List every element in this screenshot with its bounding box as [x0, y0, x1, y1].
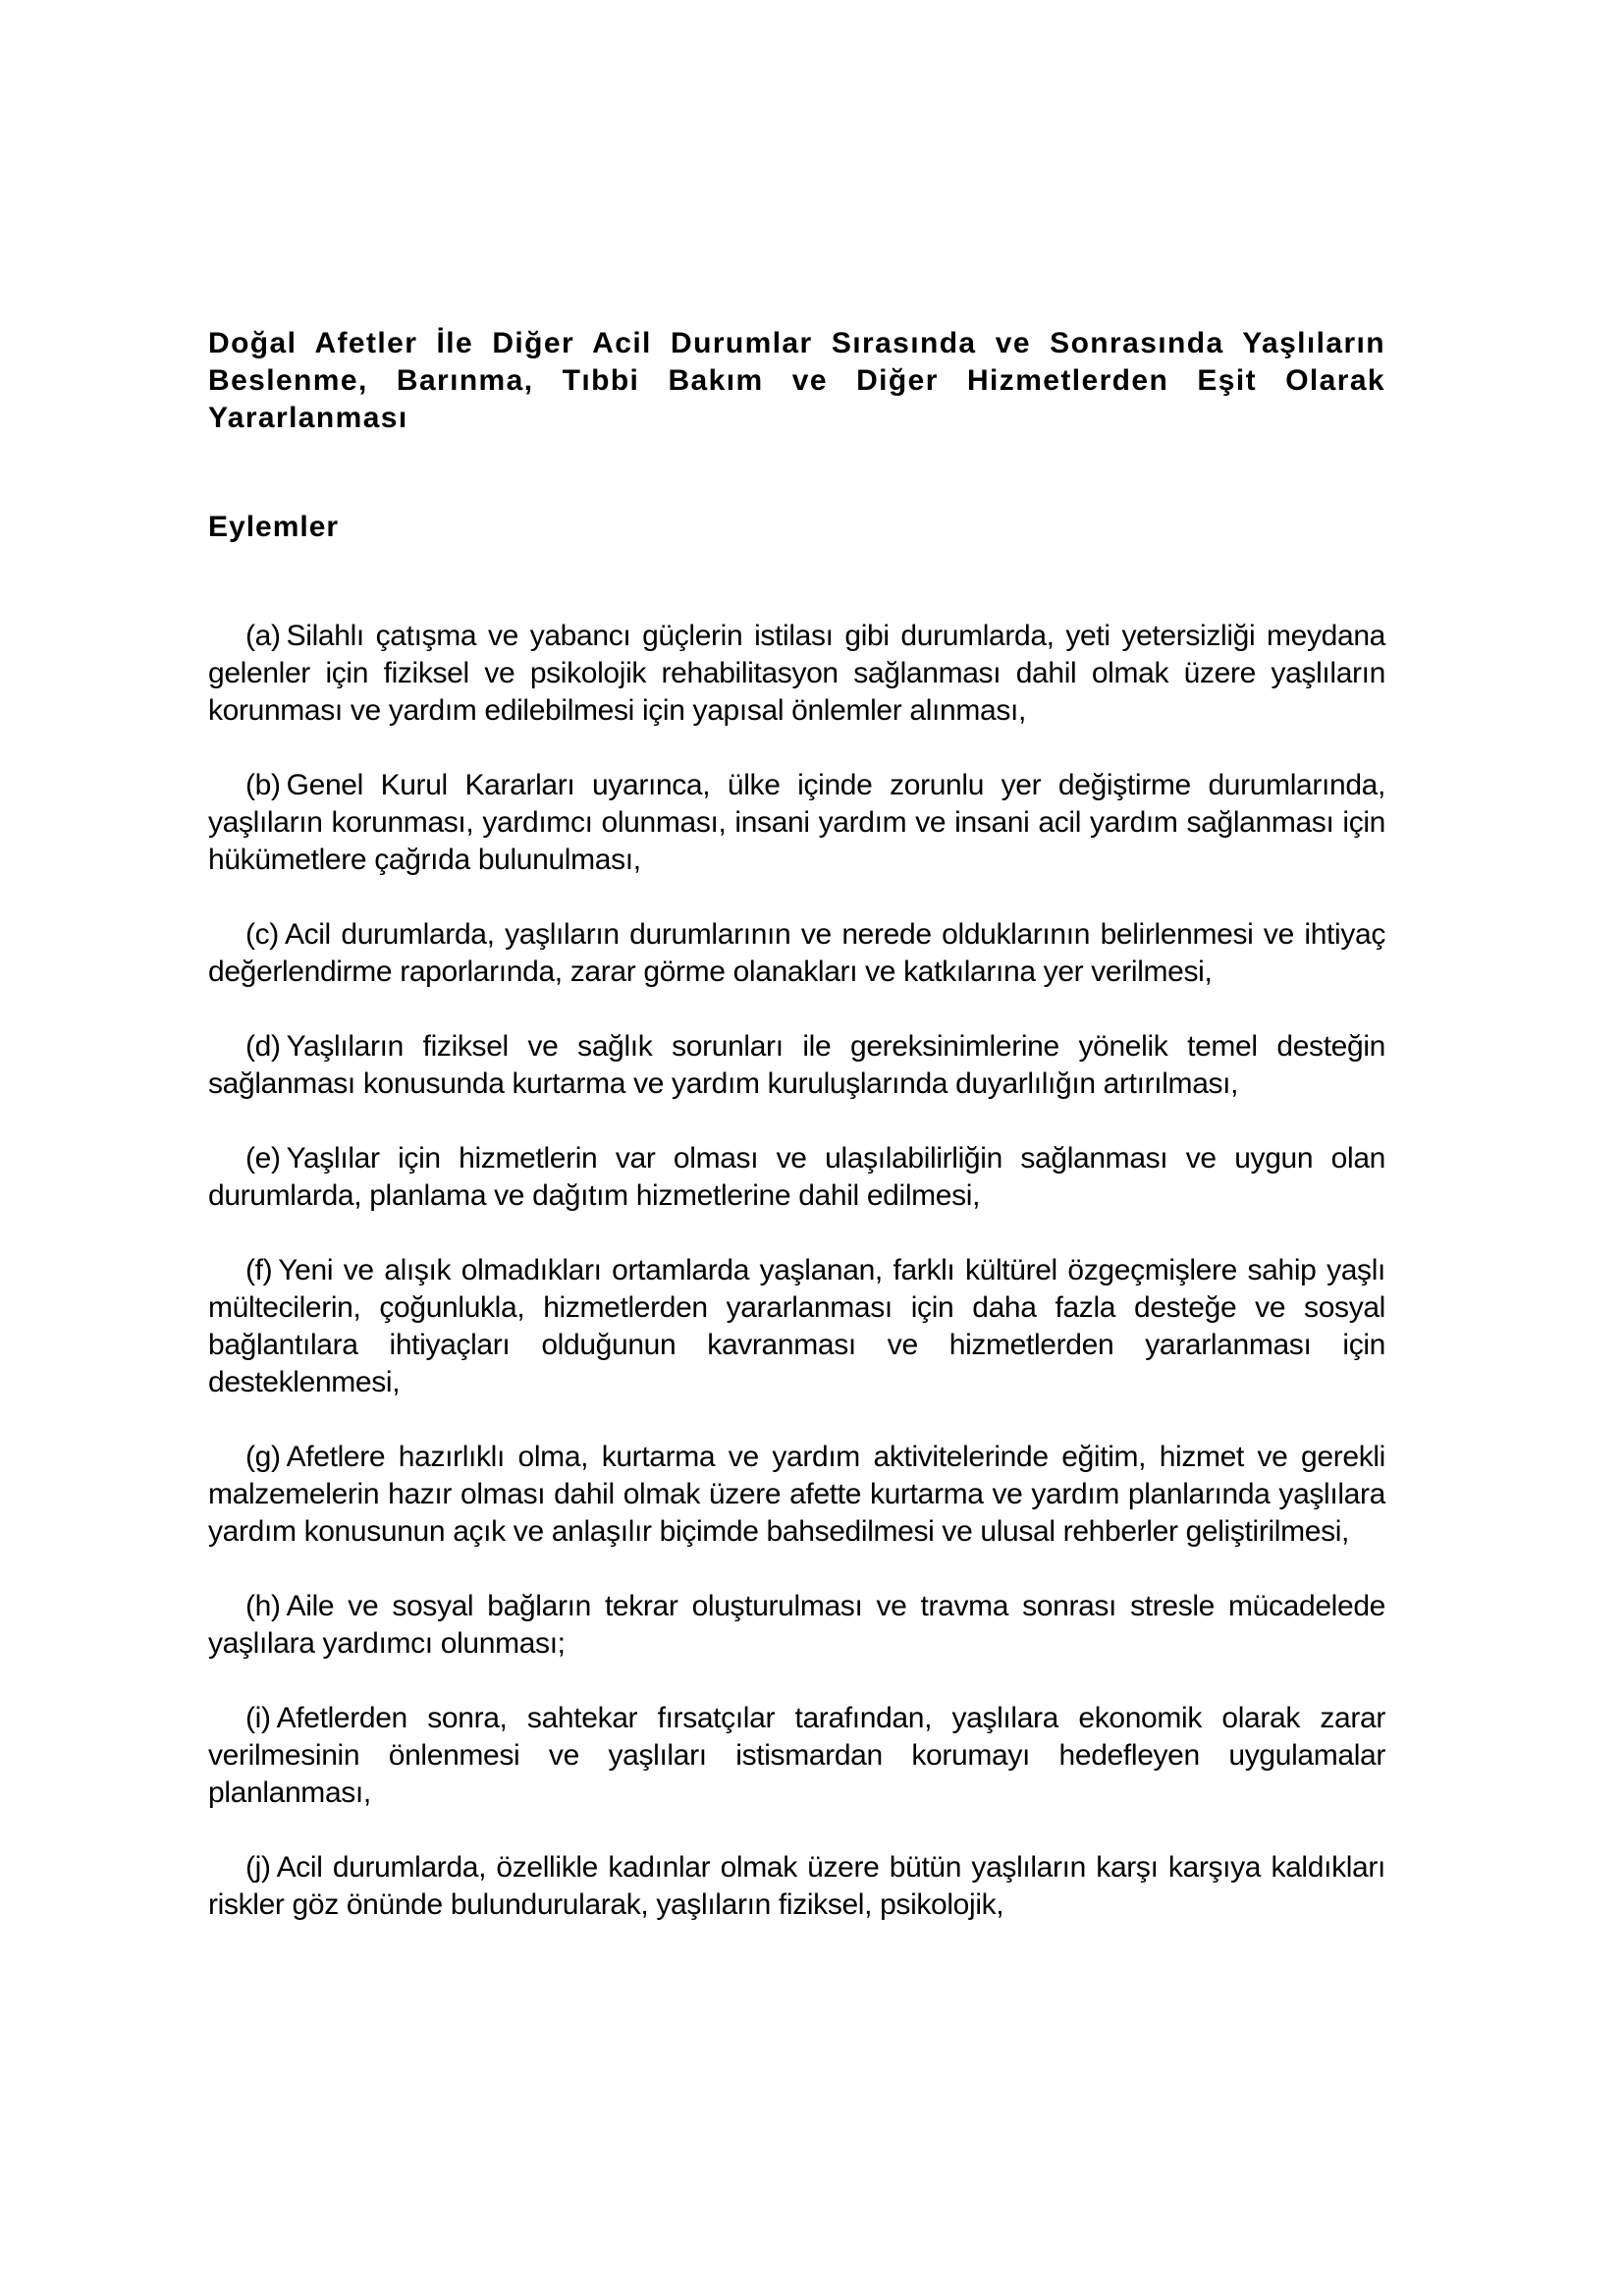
- action-label: (d): [245, 1030, 281, 1063]
- action-item-a: [208, 618, 1385, 730]
- action-label: (h): [245, 1590, 281, 1622]
- action-text: Silahlı çatışma ve yabancı güçlerin istilası gibi durumlarda, yeti yetersizliği meydana gelenler için fiziksel ve psikolojik rehabilitasyon sağlanması dahil olmak üzere yaşlıların korunması ve yardım edilebilmesi için yapısal önlemler alınması,: [208, 620, 1385, 727]
- document-title: Doğal Afetler İle Diğer Acil Durumlar Sırasında ve Sonrasında Yaşlıların Beslenme, Barınma, Tıbbi Bakım ve Diğer Hizmetlerden Eşit Olarak Yararlanması: [208, 327, 1385, 434]
- action-item-f: [208, 1252, 1385, 1401]
- action-text: Yaşlıların fiziksel ve sağlık sorunları ile gereksinimlerine yönelik temel desteğin sağlanması konusunda kurtarma ve yardım kuruluşlarında duyarlılığın artırılması,: [208, 1030, 1385, 1100]
- action-text: Afetlerden sonra, sahtekar fırsatçılar tarafından, yaşlılara ekonomik olarak zarar verilmesinin önlenmesi ve yaşlıları istismardan korumayı hedefleyen uygulamalar planlanması,: [208, 1702, 1385, 1809]
- action-item-j: [208, 1849, 1385, 1924]
- action-text: Acil durumlarda, özellikle kadınlar olmak üzere bütün yaşlıların karşı karşıya kaldıkları riskler göz önünde bulundurularak, yaşlıların fiziksel, psikolojik,: [208, 1851, 1385, 1921]
- actions-list: [208, 618, 1385, 1924]
- action-label: (c): [245, 918, 279, 951]
- action-text: Yaşlılar için hizmetlerin var olması ve ulaşılabilirliğin sağlanması ve uygun olan durumlarda, planlama ve dağıtım hizmetlerine dahil edilmesi,: [208, 1142, 1385, 1212]
- action-item-c: [208, 916, 1385, 991]
- action-label: (j): [245, 1851, 271, 1884]
- action-text: Afetlere hazırlıklı olma, kurtarma ve yardım aktivitelerinde eğitim, hizmet ve gerekli malzemelerin hazır olması dahil olmak üzere afette kurtarma ve yardım planlarında yaşlılara yardım konusunun açık ve anlaşılır biçimde bahsedilmesi ve ulusal rehberler geliştirilmesi,: [208, 1441, 1385, 1548]
- action-item-g: [208, 1439, 1385, 1551]
- action-item-d: [208, 1028, 1385, 1103]
- action-label: (e): [245, 1142, 281, 1175]
- action-text: Acil durumlarda, yaşlıların durumlarının ve nerede olduklarının belirlenmesi ve ihtiyaç değerlendirme raporlarında, zarar görme olanakları ve katkılarına yer verilmesi,: [208, 918, 1385, 988]
- action-text: Yeni ve alışık olmadıkları ortamlarda yaşlanan, farklı kültürel özgeçmişlere sahip yaşlı mültecilerin, çoğunlukla, hizmetlerden yararlanması için daha fazla desteğe ve sosyal bağlantılara ihtiyaçları olduğunun kavranması ve hizmetlerden yararlanması için desteklenmesi,: [208, 1254, 1385, 1398]
- action-item-e: [208, 1140, 1385, 1215]
- action-text: Genel Kurul Kararları uyarınca, ülke içinde zorunlu yer değiştirme durumlarında, yaşlıların korunması, yardımcı olunması, insani yardım ve insani acil yardım sağlanması için hükümetlere çağrıda bulunulması,: [208, 769, 1385, 876]
- action-text: Aile ve sosyal bağların tekrar oluşturulması ve travma sonrası stresle mücadelede yaşlılara yardımcı olunması;: [208, 1590, 1385, 1660]
- action-label: (i): [245, 1702, 271, 1734]
- action-item-b: [208, 767, 1385, 879]
- section-heading: Eylemler: [208, 511, 340, 543]
- action-item-i: [208, 1700, 1385, 1812]
- action-label: (b): [245, 769, 281, 801]
- action-label: (f): [245, 1254, 273, 1286]
- action-item-h: [208, 1588, 1385, 1663]
- document-page: [208, 325, 1385, 1961]
- action-label: (g): [245, 1441, 281, 1473]
- action-label: (a): [245, 620, 281, 652]
